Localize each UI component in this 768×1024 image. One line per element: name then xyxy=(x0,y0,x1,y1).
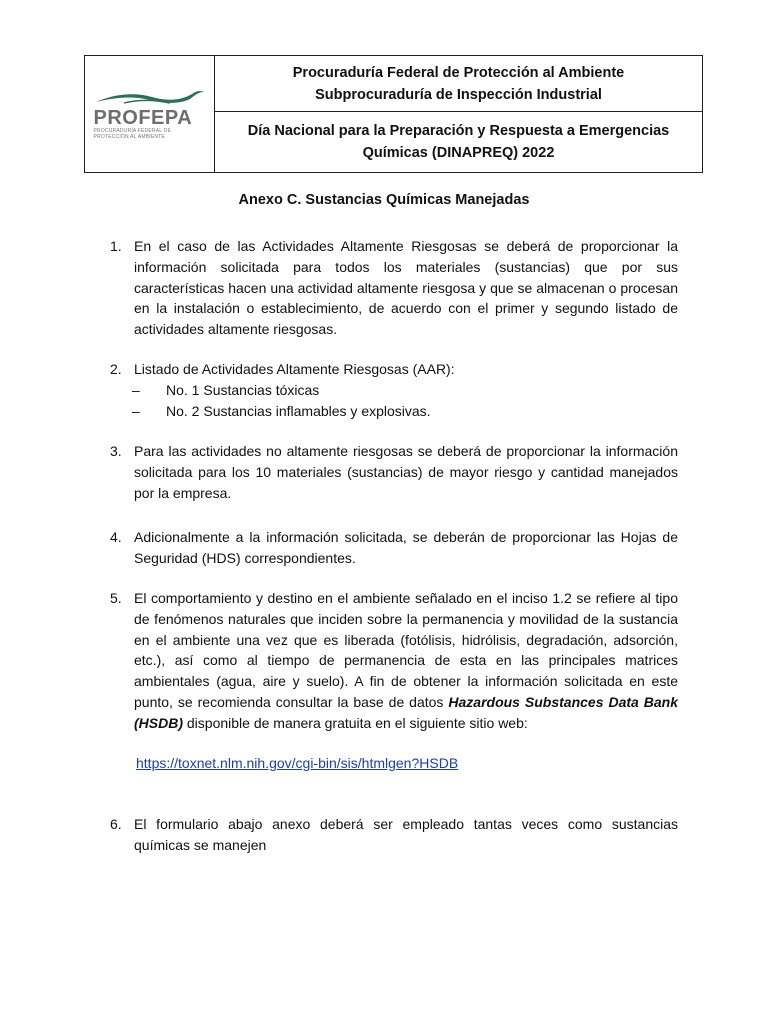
item-text-before: El comportamiento y destino en el ambiente señalado en el inciso 1.2 se refiere al tipo de fenómenos naturales que inciden sobre la permanencia y movilidad de la sustancia en el ambiente una vez que es liberada (fotólisis, hidrólisis, degradación, adsorción, etc.), así como al tiempo de permanencia de esta en las principales matrices ambientales (agua, aire y suelo). A fin de obtener la información solicitada en este punto, se recomienda consultar la base de datos xyxy=(134,590,678,710)
list-item-4 xyxy=(110,527,678,569)
item-text: El formulario abajo anexo deberá ser empleado tantas veces como sustancias químicas se manejen xyxy=(134,816,678,853)
list-item-5 xyxy=(110,588,678,773)
list-item-6 xyxy=(110,814,678,856)
section-heading-text: Anexo C. Sustancias Químicas Manejadas xyxy=(238,192,530,208)
item-number: 2. xyxy=(110,361,122,377)
item-text: Listado de Actividades Altamente Riesgosas (AAR): xyxy=(134,361,455,377)
list-item-1 xyxy=(110,236,678,340)
sublist-item-text: No. 1 Sustancias tóxicas xyxy=(166,381,320,398)
item-number: 5. xyxy=(110,590,122,606)
dash-bullet: – xyxy=(132,381,140,398)
item-number: 3. xyxy=(110,443,122,459)
event-title: Día Nacional para la Preparación y Respuesta a Emergencias Químicas (DINAPREQ) 2022 xyxy=(247,123,670,161)
item-number: 4. xyxy=(110,529,122,545)
sublist-item-text: No. 2 Sustancias inflamables y explosivas. xyxy=(166,402,431,419)
item-text-after: disponible de manera gratuita en el siguiente sitio web: xyxy=(183,714,528,731)
wave-icon xyxy=(94,88,206,106)
item-text: En el caso de las Actividades Altamente Riesgosas se deberá de proporcionar la información solicitada para todos los materiales (sustancias) que por sus características hacen una actividad altamente riesgosa y que se almacenan o procesan en la instalación o establecimiento, de acuerdo con el primer y segundo listado de actividades altamente riesgosas. xyxy=(134,238,678,338)
subagency-title: Subprocuraduría de Inspección Industrial xyxy=(315,86,602,103)
item-number: 1. xyxy=(110,238,122,254)
logo-subtitle-1: PROCURADURÍA FEDERAL DE xyxy=(93,128,171,134)
list-item-3 xyxy=(110,441,678,503)
title-column xyxy=(215,56,702,172)
sublist-item xyxy=(110,380,678,401)
item-text: Para las actividades no altamente riesgosas se deberá de proporcionar la información solicitada para los 10 materiales (sustancias) de mayor riesgo y cantidad manejados por la empresa. xyxy=(134,443,678,501)
list-item-2 xyxy=(110,359,678,421)
section-heading xyxy=(0,192,768,208)
item-text: Adicionalmente a la información solicitada, se deberán de proporcionar las Hojas de Seguridad (HDS) correspondientes. xyxy=(134,529,678,566)
hsdb-link[interactable]: https://toxnet.nlm.nih.gov/cgi-bin/sis/htmlgen?HSDB xyxy=(136,754,459,771)
logo-subtitle-2: PROTECCIÓN AL AMBIENTE xyxy=(93,134,165,140)
logo-cell xyxy=(85,56,215,172)
profepa-logo xyxy=(94,88,206,140)
header-table xyxy=(84,55,703,173)
dash-bullet: – xyxy=(132,402,140,419)
title-top-cell xyxy=(215,56,702,112)
agency-title: Procuraduría Federal de Protección al Ambiente xyxy=(292,64,625,81)
link-row xyxy=(136,753,678,774)
title-bottom-cell xyxy=(215,112,702,172)
sublist-item xyxy=(110,401,678,422)
aar-sublist xyxy=(110,380,678,422)
item-number: 6. xyxy=(110,816,122,832)
item-text xyxy=(134,588,678,734)
hsdb-emphasis: Hazardous Substances Data Bank (HSDB) xyxy=(134,693,678,731)
logo-wordmark: PROFEPA xyxy=(93,107,193,129)
